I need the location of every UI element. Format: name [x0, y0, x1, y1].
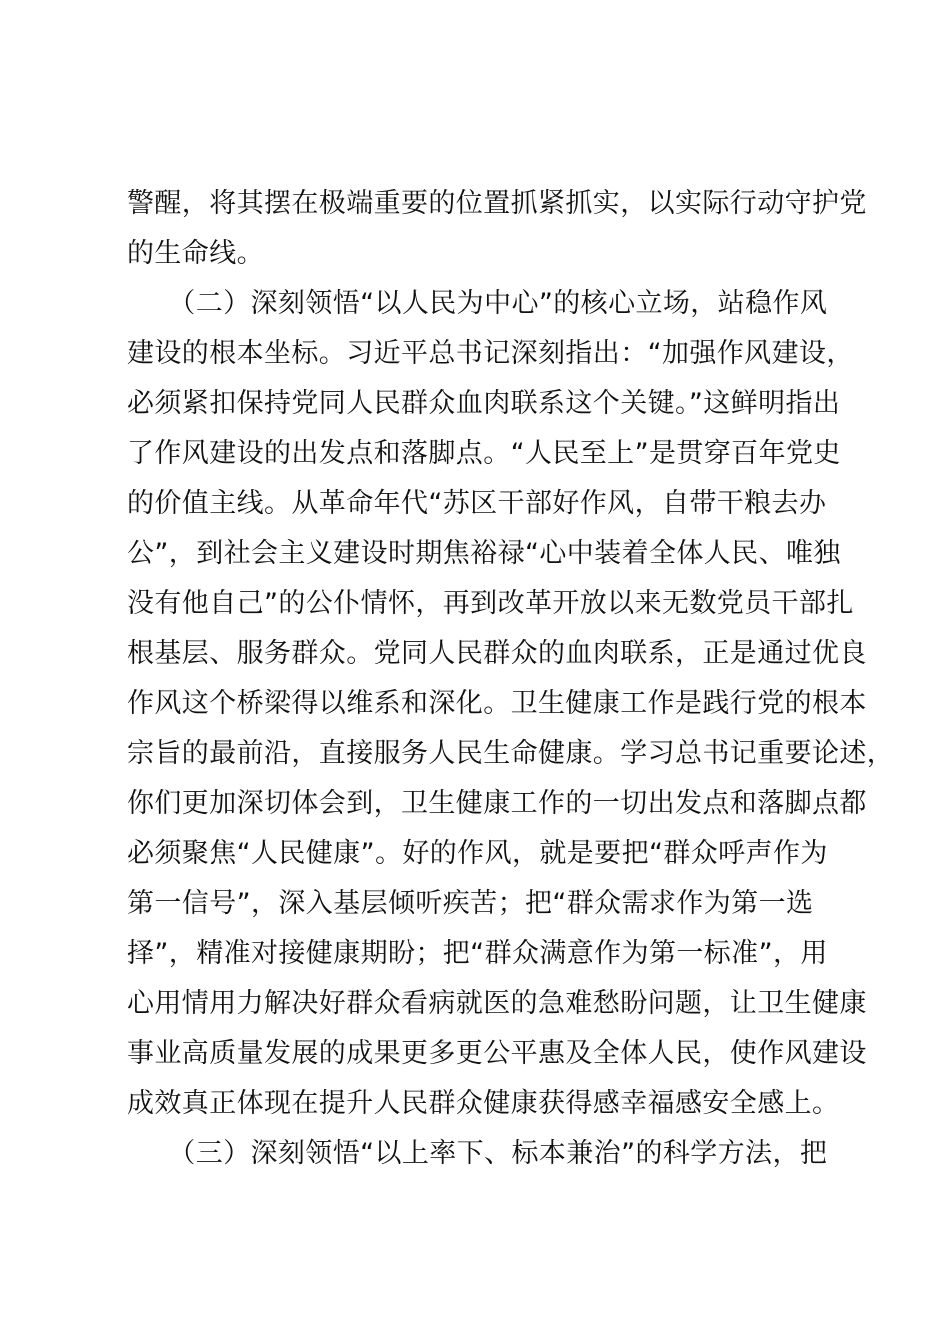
text-line: （二）深刻领悟“以人民为中心”的核心立场，站稳作风	[127, 288, 828, 319]
text-line: 的生命线。	[127, 238, 264, 269]
text-line: 成效真正体现在提升人民群众健康获得感幸福感安全感上。	[127, 1088, 840, 1119]
text-line: 必须紧扣保持党同人民群众血肉联系这个关键。”这鲜明指出	[127, 388, 841, 419]
text-line: 了作风建设的出发点和落脚点。“人民至上”是贯穿百年党史	[127, 438, 841, 469]
text-line: 心用情用力解决好群众看病就医的急难愁盼问题，让卫生健康	[127, 988, 867, 1019]
text-line: 必须聚焦“人民健康”。好的作风，就是要把“群众呼声作为	[127, 838, 828, 869]
text-line: 作风这个桥梁得以维系和深化。卫生健康工作是践行党的根本	[127, 688, 867, 719]
text-line: 你们更加深切体会到，卫生健康工作的一切出发点和落脚点都	[127, 788, 867, 819]
text-line: 没有他自己”的公仆情怀，再到改革开放以来无数党员干部扎	[127, 588, 854, 619]
text-line: 公”，到社会主义建设时期焦裕禄“心中装着全体人民、唯独	[127, 538, 841, 569]
text-line: 建设的根本坐标。习近平总书记深刻指出：“加强作风建设，	[127, 338, 854, 369]
text-line: 警醒，将其摆在极端重要的位置抓紧抓实，以实际行动守护党	[127, 188, 867, 219]
text-line: 的价值主线。从革命年代“苏区干部好作风，自带干粮去办	[127, 488, 827, 519]
text-line: 根基层、服务群众。党同人民群众的血肉联系，正是通过优良	[127, 638, 867, 669]
text-line: 宗旨的最前沿，直接服务人民生命健康。学习总书记重要论述，	[127, 738, 895, 769]
text-line: 第一信号”，深入基层倾听疾苦；把“群众需求作为第一选	[127, 888, 814, 919]
text-line: 择”，精准对接健康期盼；把“群众满意作为第一标准”，用	[127, 938, 828, 969]
text-line: （三）深刻领悟“以上率下、标本兼治”的科学方法，把	[127, 1138, 828, 1169]
text-line: 事业高质量发展的成果更多更公平惠及全体人民，使作风建设	[127, 1038, 867, 1069]
